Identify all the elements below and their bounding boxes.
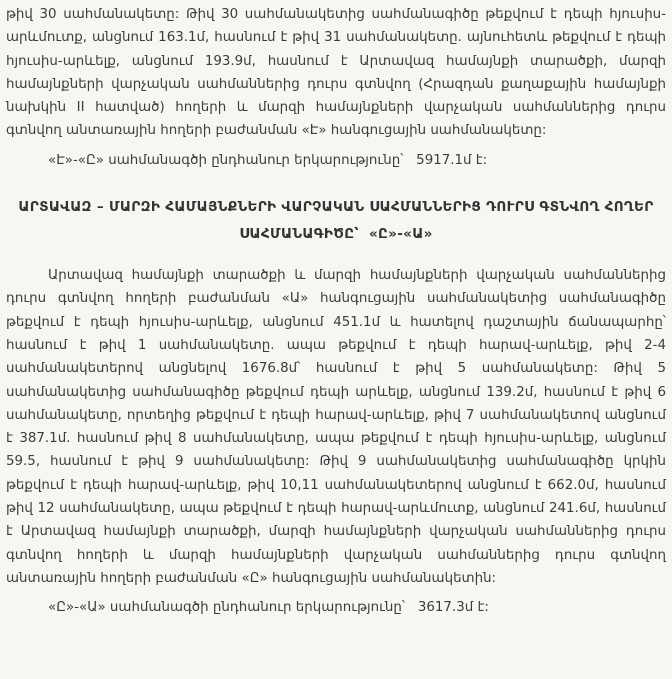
section-heading-line-1: ԱՐՏԱՎԱԶ – ՄԱՐԶԻ ՀԱՄԱՅՆՔՆԵՐԻ ՎԱՐՉԱԿԱՆ ՍԱՀՄԱՆՆԵՐԻՑ ԴՈՒՐՍ ԳՏՆՎՈՂ ՀՈՂԵՐ [18, 199, 654, 216]
paragraph-boundary-point-30: թիվ 30 սահմանակետը: Թիվ 30 սահմանակետից սահմանագիծը թեքվում է դեպի հյուսիս-արևմուտք, անցնում 163.1մ, հասնում է թիվ 31 սահմանակետը. այնուհետև թեքվում է դեպի հյուսիս-արևելք, անցնում 193.9մ, հասնում է Արտավազ համայնքի տարածքի, մարզի համայնքների վարչական սահմաններից դուրս գտնվող (Հրազդան քաղաքային համայնքի նախկին II հատված) հողերի և մարզի համայնքների վարչական սահմաններից դուրս գտնվող անտառային հողերի բաժանման «Է» հանգուցային սահմանակետը: [6, 7, 666, 139]
boundary-length-line-e-y: «Է»-«Ը» սահմանագծի ընդհանուր երկարությունը՝ 5917.1մ է: [48, 152, 488, 168]
paragraph-artavaz-boundary: Արտավազ համայնքի տարածքի և մարզի համայնքների վարչական սահմաններից դուրս գտնվող հողերի բաժանման «Ա» հանգուցային սահմանակետից սահմանագիծը թեքվում է դեպի հյուսիս-արևելք, անցնում 451.1մ և հատելով դաշտային ճանապարհը՝ հասնում է թիվ 1 սահմանակետը. ապա թեքվում է դեպի հարավ-արևելք, թիվ 2-4 սահմանակետերով անցնելով 1676.8մ՝ հասնում է թիվ 5 սահմանակետը: Թիվ 5 սահմանակետից սահմանագիծը թեքվում դեպի արևելք, անցնում 139.2մ, հասնում է թիվ 6 սահմանակետը, որտեղից թեքվում է դեպի հարավ-արևելք, թիվ 7 սահմանակետով անցնում է 387.1մ. հասնում թիվ 8 սահմանակետը, ապա թեքվում է դեպի հյուսիս-արևելք, անցնում 59.5, հասնում է թիվ 9 սահմանակետը: Թիվ 9 սահմանակետից սահմանագիծը կրկին թեքվում է դեպի հարավ-արևելք, թիվ 10,11 սահմանակետերով անցնում է 662.0մ, հասնում թիվ 12 սահմանակետը, ապա թեքվում է դեպի հարավ-արևմուտք, անցնում 241.6մ, հասնում է Արտավազ համայնքի տարածքի, մարզի համայնքների վարչական սահմաններից դուրս գտնվող հողերի և մարզի համայնքների վարչական սահմաններից դուրս գտնվող անտառային հողերի բաժանման «Ը» հանգուցային սահմանակետին: [6, 268, 666, 586]
boundary-length-line-y-a: «Ը»-«Ա» սահմանագծի ընդհանուր երկարությունը՝ 3617.3մ է: [48, 600, 489, 616]
section-heading [16, 194, 656, 248]
section-heading-line-2: ՍԱՀՄԱՆԱԳԻԾԸ՝ «Ը»-«Ա» [239, 226, 433, 243]
